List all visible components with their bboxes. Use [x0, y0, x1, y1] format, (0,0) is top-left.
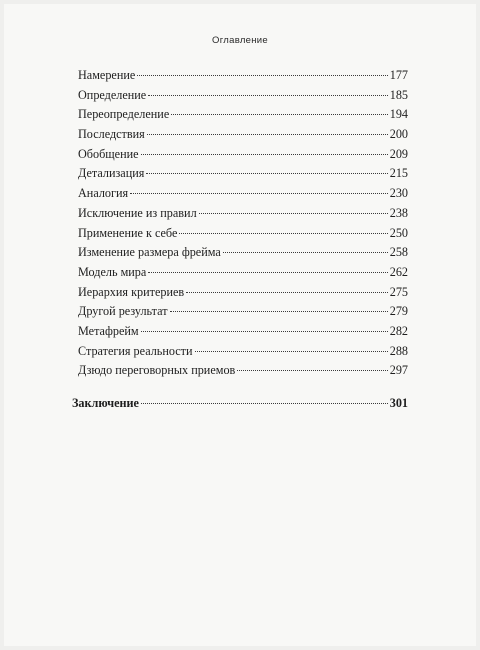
toc-entry-title: Исключение из правил	[78, 205, 197, 220]
toc-entry	[72, 361, 408, 381]
toc-entry-title: Стратегия реальности	[78, 343, 193, 358]
dot-leader	[195, 351, 388, 352]
toc-entry	[72, 184, 408, 204]
toc-entry-page: 297	[389, 363, 408, 378]
dot-leader	[237, 370, 387, 371]
dot-leader	[146, 173, 387, 174]
toc-entry-page: 279	[389, 304, 408, 319]
dot-leader	[170, 311, 388, 312]
toc-entry	[72, 66, 408, 86]
dot-leader	[223, 252, 388, 253]
toc-entry-page: 215	[389, 166, 408, 181]
book-page	[4, 4, 476, 646]
toc-entry	[72, 145, 408, 165]
toc-entry-page: 301	[389, 396, 408, 410]
dot-leader	[199, 213, 388, 214]
toc-entry-title: Аналогия	[78, 186, 129, 201]
dot-leader	[171, 114, 387, 115]
toc-entry-title: Намерение	[78, 68, 136, 82]
toc-entry	[72, 243, 408, 263]
dot-leader	[148, 95, 387, 96]
dot-leader	[130, 193, 388, 194]
toc-entry-page: 288	[389, 343, 408, 358]
toc-entry-page: 238	[389, 205, 408, 220]
toc-entry-page: 262	[389, 264, 408, 279]
toc-entry-title: Изменение размера фрейма	[78, 245, 221, 260]
table-of-contents	[72, 66, 408, 414]
toc-entry-page: 275	[389, 284, 408, 299]
toc-entry	[72, 322, 408, 342]
toc-entry	[72, 302, 408, 322]
toc-entry-page: 282	[389, 323, 408, 338]
toc-entry	[72, 125, 408, 145]
toc-entry-title: Применение к себе	[78, 225, 178, 240]
toc-entry-page: 230	[389, 186, 408, 201]
toc-entry	[72, 86, 408, 106]
dot-leader	[137, 75, 387, 76]
toc-entry-page: 258	[389, 245, 408, 260]
dot-leader	[141, 403, 388, 404]
toc-entry-page: 209	[389, 146, 408, 161]
dot-leader	[186, 292, 388, 293]
toc-entry	[72, 224, 408, 244]
toc-entry-title: Дзюдо переговорных приемов	[78, 363, 236, 378]
dot-leader	[141, 154, 388, 155]
toc-entry-page: 185	[389, 87, 408, 102]
toc-entry	[72, 105, 408, 125]
toc-entry-page: 250	[389, 225, 408, 240]
toc-entry	[72, 342, 408, 362]
dot-leader	[147, 134, 388, 135]
running-title: Оглавление	[212, 35, 268, 46]
toc-entry-page: 194	[389, 107, 408, 122]
toc-entry-title: Другой результат	[78, 304, 168, 319]
toc-entry	[72, 164, 408, 184]
toc-entry	[72, 283, 408, 303]
toc-entry-title: Определение	[78, 87, 147, 102]
toc-entry-title: Метафрейм	[78, 323, 139, 338]
toc-entry-title: Модель мира	[78, 264, 147, 279]
toc-entry-title: Последствия	[78, 127, 145, 142]
toc-entry-title: Заключение	[72, 396, 139, 410]
dot-leader	[148, 272, 387, 273]
toc-entry-conclusion	[72, 394, 408, 414]
toc-entry-title: Иерархия критериев	[78, 284, 185, 299]
toc-entry-title: Переопределение	[78, 107, 170, 122]
toc-entry-page: 177	[389, 68, 408, 82]
toc-entry-page: 200	[389, 127, 408, 142]
dot-leader	[141, 331, 388, 332]
toc-entry-title: Детализация	[78, 166, 145, 181]
toc-entry-title: Обобщение	[78, 146, 139, 161]
toc-entry	[72, 204, 408, 224]
dot-leader	[179, 233, 387, 234]
toc-entry	[72, 263, 408, 283]
